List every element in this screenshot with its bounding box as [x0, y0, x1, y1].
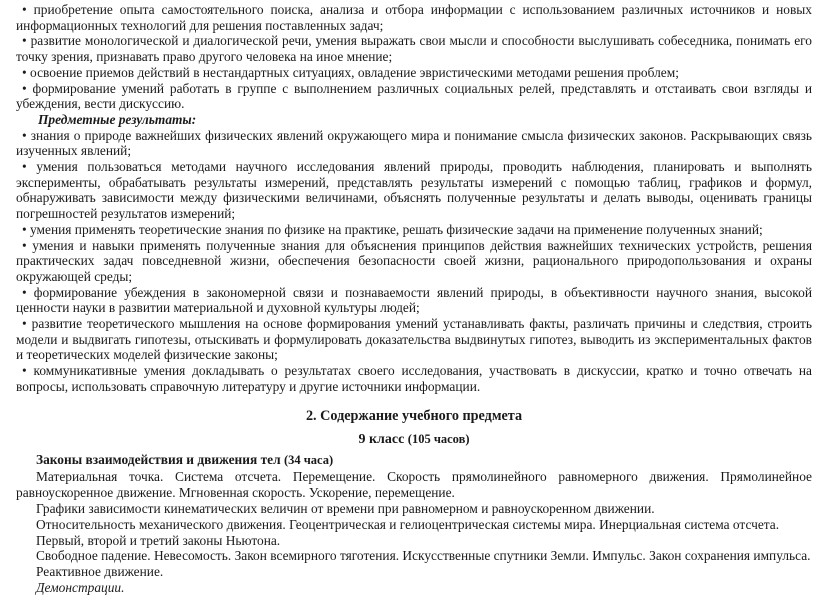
grade-heading: [16, 432, 812, 448]
content-paragraph: Реактивное движение.: [36, 564, 164, 580]
grade-hours: (105 часов): [407, 432, 470, 447]
subject-bullet: • умения пользоваться методами научного исследования явлений природы, проводить наблюдения, планировать и выполнять эксперименты, обрабатывать результаты измерений, представлять результаты измерений с помощью таблиц, графиков и формул, обнаруживать зависимости между физическими величинами, объяснять полученные результаты и делать выводы, оценивать границы погрешностей результатов измерений;: [16, 159, 812, 222]
subject-bullet: • формирование убеждения в закономерной связи и познаваемости явлений природы, в объективности научного знания, высокой ценности науки в развитии материальной и духовной культуры людей;: [16, 284, 812, 316]
topic-hours: (34 часа): [283, 452, 334, 467]
subject-bullet: • коммуникативные умения докладывать о результатах своего исследования, участвовать в дискуссии, кратко и точно отвечать на вопросы, использовать справочную литературу и другие источники информации.: [16, 363, 812, 394]
personal-bullet: • освоение приемов действий в нестандартных ситуациях, овладение эвристическими методами решения проблем;: [22, 64, 679, 80]
section-heading: 2. Содержание учебного предмета: [305, 407, 523, 424]
subject-results-title: Предметные результаты:: [38, 111, 197, 127]
topic-name: Законы взаимодействия и движения тел: [36, 451, 281, 467]
topic-title: [36, 452, 812, 469]
personal-bullet: • приобретение опыта самостоятельного поиска, анализа и отбора информации с использованием различных источников и новых информационных технологий для решения поставленных задач;: [16, 2, 812, 33]
content-paragraph: Относительность механического движения. Геоцентрическая и гелиоцентрическая системы мира. Инерциальная система отсчета.: [36, 516, 780, 532]
content-paragraph: Первый, второй и третий законы Ньютона.: [36, 532, 281, 548]
subject-bullet: • развитие теоретического мышления на основе формирования умений устанавливать факты, различать причины и следствия, строить модели и выдвигать гипотезы, отыскивать и формулировать доказательства выдвинутых гипотез, выводить из экспериментальных фактов и теоретических моделей физические законы;: [16, 316, 812, 363]
personal-bullet: • развитие монологической и диалогической речи, умения выражать свои мысли и способности выслушивать собеседника, понимать его точку зрения, признавать право другого человека на иное мнение;: [16, 33, 812, 65]
content-paragraph: Материальная точка. Система отсчета. Перемещение. Скорость прямолинейного равномерного движения. Прямолинейное равноускоренное движение. Мгновенная скорость. Ускорение, перемещение.: [16, 468, 812, 500]
content-paragraph: Графики зависимости кинематических величин от времени при равномерном и равноускоренном движении.: [36, 501, 655, 517]
personal-bullet: • формирование умений работать в группе с выполнением различных социальных релей, представлять и отстаивать свои взгляды и убеждения, вести дискуссию.: [16, 80, 812, 112]
demo-label: Демонстрации.: [36, 579, 125, 595]
content-paragraph: Свободное падение. Невесомость. Закон всемирного тяготения. Искусственные спутники Земли. Импульс. Закон сохранения импульса.: [36, 548, 811, 564]
subject-bullet: • умения и навыки применять полученные знания для объяснения принципов действия важнейших технических устройств, решения практических задач повседневной жизни, обеспечения безопасности своей жизни, рационального природопользования и охраны окружающей среды;: [16, 237, 812, 284]
grade-label: 9 класс: [358, 432, 405, 448]
subject-bullet: • знания о природе важнейших физических явлений окружающего мира и понимание смысла физических законов. Раскрывающих связь изученных явлений;: [16, 127, 812, 159]
subject-bullet: • умения применять теоретические знания по физике на практике, решать физические задачи на применение полученных знаний;: [22, 221, 763, 237]
